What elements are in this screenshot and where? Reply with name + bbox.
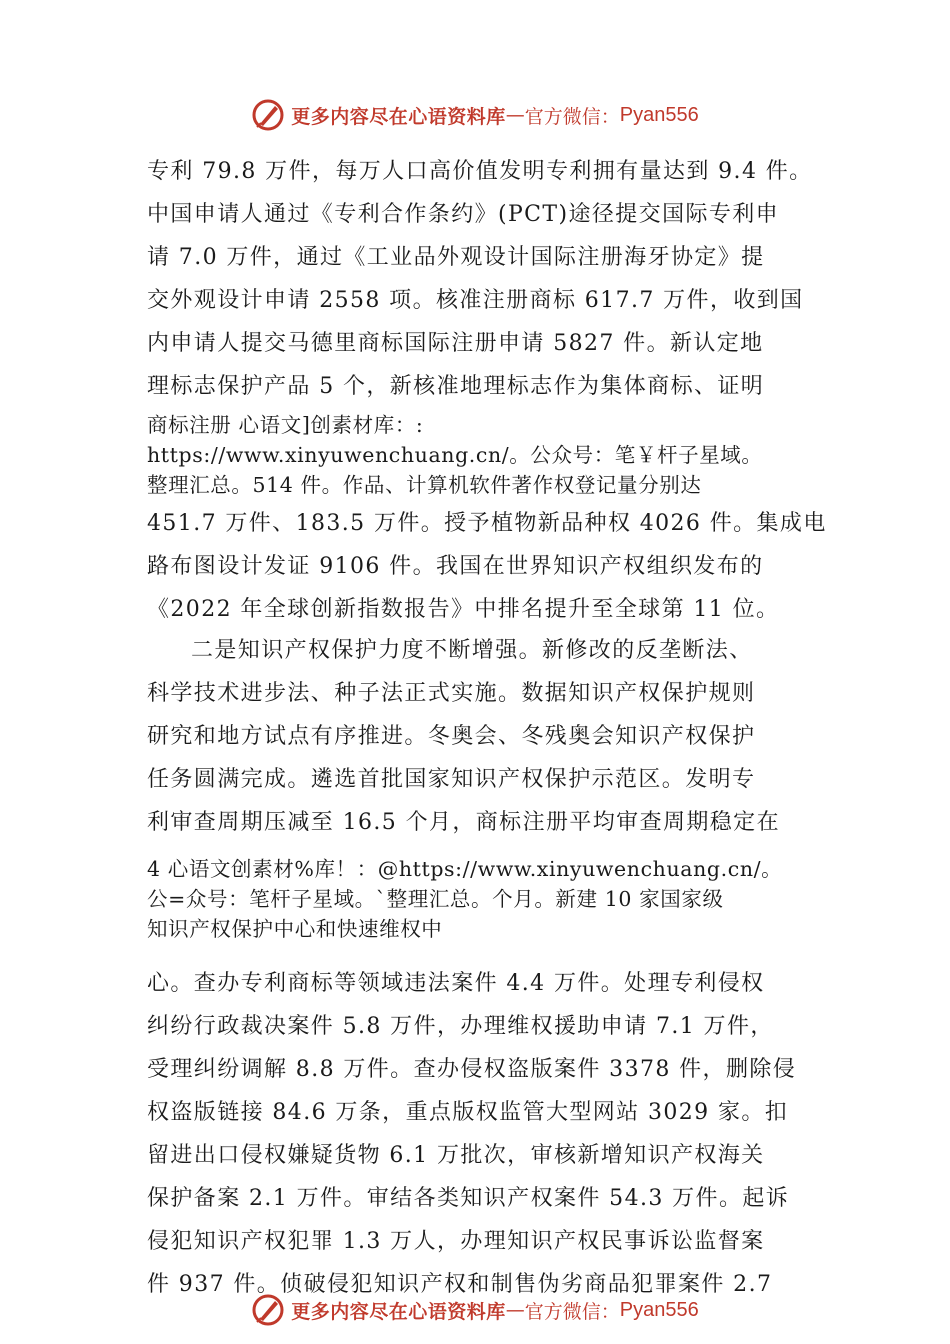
text-line: 中国申请人通过《专利合作条约》(PCT)途径提交国际专利申	[147, 202, 780, 227]
text-line: 心。查办专利商标等领域违法案件 4.4 万件。处理专利侵权	[147, 971, 765, 996]
header-banner	[0, 95, 950, 135]
text-line: 内申请人提交马德里商标国际注册申请 5827 件。新认定地	[147, 331, 764, 356]
watermark-line: 4 心语文创素材%库！：@https://www.xinyuwenchuang.cn/。	[147, 857, 783, 881]
watermark-line: https://www.xinyuwenchuang.cn/。公众号：笔￥杆子星域。	[147, 443, 763, 467]
text-line: 交外观设计申请 2558 项。核准注册商标 617.7 万件，收到国	[147, 288, 804, 313]
watermark-line: 公=众号：笔杆子星域。`整理汇总。个月。新建 10 家国家级	[147, 887, 724, 911]
paragraph-block-3	[147, 629, 847, 844]
text-line: 科学技术进步法、种子法正式实施。数据知识产权保护规则	[147, 681, 756, 706]
footer-brand: 更多内容尽在心语资料库	[291, 1300, 506, 1323]
footer-wechat-id: Pyan556	[619, 1298, 699, 1321]
text-line: 路布图设计发证 9106 件。我国在世界知识产权组织发布的	[147, 554, 764, 579]
quill-logo-icon	[251, 1293, 285, 1327]
watermark-line: 知识产权保护中心和快速维权中	[147, 917, 443, 941]
footer-wechat-label: 官方微信：	[524, 1300, 620, 1323]
text-line: 利审查周期压减至 16.5 个月，商标注册平均审查周期稳定在	[147, 810, 780, 835]
text-line: 件 937 件。侦破侵犯知识产权和制售伪劣商品犯罪案件 2.7	[147, 1272, 773, 1297]
paragraph-block-4	[147, 962, 847, 1306]
footer-separator: —	[505, 1299, 525, 1321]
text-line: 侵犯知识产权犯罪 1.3 万人，办理知识产权民事诉讼监督案	[147, 1229, 765, 1254]
header-wechat-label: 官方微信：	[524, 105, 620, 128]
text-line: 研究和地方试点有序推进。冬奥会、冬残奥会知识产权保护	[147, 724, 756, 749]
text-line: 请 7.0 万件，通过《工业品外观设计国际注册海牙协定》提	[147, 245, 765, 270]
paragraph-first-line: 二是知识产权保护力度不断增强。新修改的反垄断法、	[191, 638, 753, 663]
paragraph-block-2	[147, 502, 847, 631]
footer-banner	[0, 1290, 950, 1330]
watermark-block-1	[147, 410, 847, 500]
watermark-line: 整理汇总。514 件。作品、计算机软件著作权登记量分别达	[147, 473, 702, 497]
text-line: 权盗版链接 84.6 万条，重点版权监管大型网站 3029 家。扣	[147, 1100, 789, 1125]
text-line: 受理纠纷调解 8.8 万件。查办侵权盗版案件 3378 件，删除侵	[147, 1057, 797, 1082]
watermark-line: 商标注册 心语文]创素材库：:	[147, 413, 424, 437]
document-body	[147, 150, 847, 1306]
quill-logo-icon	[251, 98, 285, 132]
text-line: 451.7 万件、183.5 万件。授予植物新品种权 4026 件。集成电	[147, 511, 827, 536]
watermark-block-2	[147, 854, 847, 944]
text-line: 任务圆满完成。遴选首批国家知识产权保护示范区。发明专	[147, 767, 756, 792]
header-separator: —	[505, 104, 525, 126]
text-line: 纠纷行政裁决案件 5.8 万件，办理维权援助申请 7.1 万件，	[147, 1014, 774, 1039]
text-line: 《2022 年全球创新指数报告》中排名提升至全球第 11 位。	[147, 597, 780, 622]
text-line: 留进出口侵权嫌疑货物 6.1 万批次，审核新增知识产权海关	[147, 1143, 765, 1168]
header-brand: 更多内容尽在心语资料库	[291, 105, 506, 128]
header-wechat-id: Pyan556	[619, 103, 699, 126]
text-line: 保护备案 2.1 万件。审结各类知识产权案件 54.3 万件。起诉	[147, 1186, 790, 1211]
paragraph-block-1	[147, 150, 847, 408]
text-line: 专利 79.8 万件，每万人口高价值发明专利拥有量达到 9.4 件。	[147, 159, 813, 184]
text-line: 理标志保护产品 5 个，新核准地理标志作为集体商标、证明	[147, 374, 765, 399]
